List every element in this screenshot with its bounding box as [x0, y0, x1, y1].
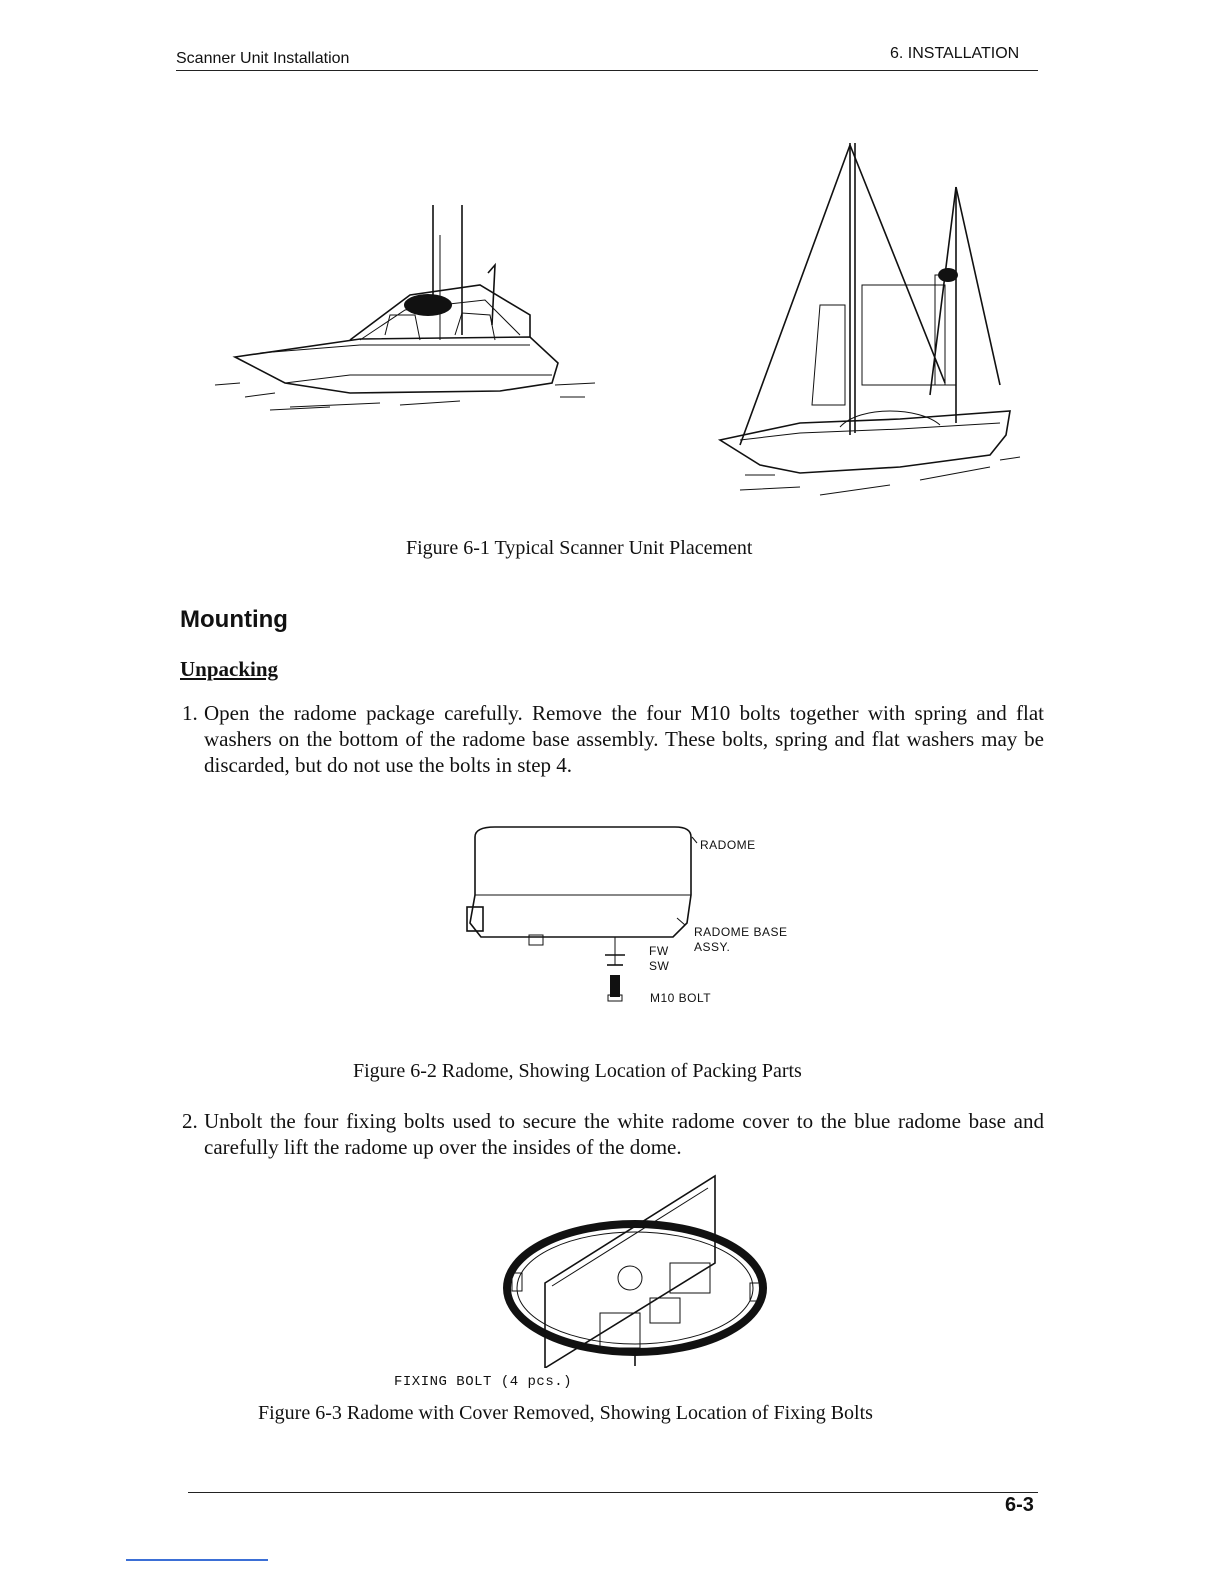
- figure-6-1-boats-illustration: [200, 135, 1050, 510]
- figure-6-3-radome-interior-illustration: [500, 1168, 770, 1368]
- step-1: [182, 700, 1044, 778]
- bottom-blue-rule: [126, 1559, 268, 1561]
- label-fixing-bolt: FIXING BOLT (4 pcs.): [394, 1374, 573, 1390]
- step-2: [182, 1108, 1044, 1160]
- motorboat-illustration: [215, 205, 595, 410]
- figure-6-3-caption: Figure 6-3 Radome with Cover Removed, Showing Location of Fixing Bolts: [258, 1402, 873, 1424]
- step-1-text: Open the radome package carefully. Remove the four M10 bolts together with spring and flat washers on the bottom of the radome base assembly. These bolts, spring and flat washers may be discarded, but do not use the bolts in step 4.: [204, 701, 1044, 777]
- label-m10-bolt: M10 BOLT: [650, 991, 712, 1005]
- footer-rule: [188, 1492, 1038, 1493]
- header-rule: [176, 70, 1038, 71]
- figure-6-2-caption: Figure 6-2 Radome, Showing Location of Packing Parts: [353, 1060, 802, 1082]
- step-2-text: Unbolt the four fixing bolts used to secure the white radome cover to the blue radome base and carefully lift the radome up over the insides of the dome.: [204, 1109, 1044, 1159]
- label-fw: FW: [649, 944, 669, 958]
- label-radome-base-assy: ASSY.: [694, 940, 731, 954]
- sailboat-illustration: [720, 143, 1020, 495]
- subsection-title: Unpacking: [180, 657, 279, 681]
- figure-6-1-caption: Figure 6-1 Typical Scanner Unit Placement: [406, 537, 753, 559]
- step-1-number: 1.: [182, 701, 198, 725]
- step-2-number: 2.: [182, 1109, 198, 1133]
- page-number: 6-3: [1005, 1494, 1034, 1516]
- running-header-left: Scanner Unit Installation: [176, 50, 350, 67]
- running-header-right: 6. INSTALLATION: [890, 45, 1020, 62]
- label-radome-base: RADOME BASE: [694, 925, 788, 939]
- label-radome: RADOME: [700, 838, 756, 852]
- figure-6-2-radome-illustration: [455, 815, 715, 1010]
- label-sw: SW: [649, 959, 670, 973]
- section-title: Mounting: [180, 606, 288, 633]
